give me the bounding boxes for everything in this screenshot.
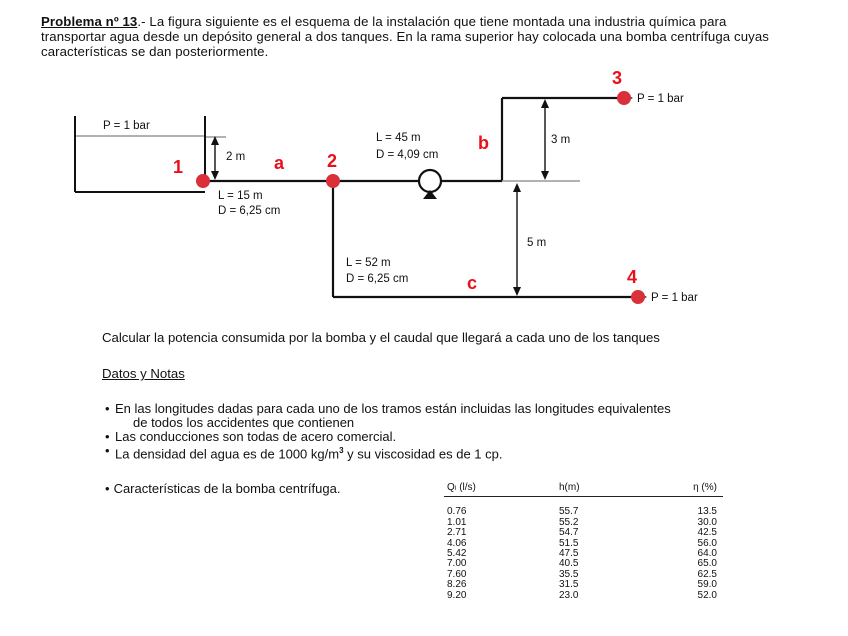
height-2m-label: 2 m [226,151,246,163]
header-head: h(m) [557,483,671,497]
arrowhead [541,99,549,108]
branch-b-label: b [478,133,489,153]
branch-a-label: a [274,153,285,173]
note-item: • Las conducciones son todas de acero comercial. [105,430,795,444]
cell-flow: 9.20 [447,589,467,601]
notes-list [105,402,795,461]
height-3m-label: 3 m [551,134,571,146]
cell-head: 35.5 [559,568,579,580]
table-row [444,497,723,518]
note-text: Características de la bomba centrífuga. [113,481,341,496]
cell-efficiency: 30.0 [697,516,717,528]
problem-intro: .- La figura siguiente es el esquema de la instalación que tiene montada una industria química para transportar agua desde un depósito general a dos tanques. En la rama superior hay colocada una bomba centrífuga cuyas características se dan posteriormente. [41,14,769,59]
cell-flow: 7.60 [447,568,467,580]
cell-efficiency: 13.5 [697,506,717,518]
arrowhead [513,183,521,192]
cell-efficiency: 59.0 [697,579,717,591]
pipe-c-diameter: D = 6,25 cm [346,273,409,285]
cell-flow: 4.06 [447,537,467,549]
point-1-label: 1 [173,157,184,177]
height-5m-label: 5 m [527,237,547,249]
pipe-c-length: L = 52 m [346,257,391,269]
tank-pressure-label: P = 1 bar [103,120,150,132]
table-row [444,549,723,559]
point-4-marker [631,290,645,304]
cell-flow: 7.00 [447,558,467,570]
pipe-b-diameter: D = 4,09 cm [376,149,439,161]
note-item [105,444,795,461]
point-2-label: 2 [327,151,338,171]
cell-efficiency: 64.0 [697,548,717,560]
cell-head: 51.5 [559,537,579,549]
table-row [444,570,723,580]
table-header-row [444,483,723,497]
cell-head: 47.5 [559,548,579,560]
notes-title: Datos y Notas [102,366,185,381]
problem-statement [41,14,781,59]
pump-icon [419,170,441,199]
point-3-label: 3 [612,68,623,88]
cell-efficiency: 65.0 [697,558,717,570]
cell-efficiency: 62.5 [697,568,717,580]
cell-flow: 1.01 [447,516,467,528]
arrowhead [541,171,549,180]
question-text: Calcular la potencia consumida por la bomba y el caudal que llegará a cada uno de los tanques [102,330,660,345]
cell-head: 23.0 [559,589,579,601]
cell-head: 54.7 [559,527,579,539]
cell-head: 55.2 [559,516,579,528]
table-row [444,559,723,569]
point-4-label: 4 [627,267,638,287]
arrowhead [513,287,521,296]
table-row [444,518,723,528]
point-3-marker [617,91,631,105]
note-text: La densidad del agua es de 1000 kg/m [115,446,340,462]
cell-flow: 5.42 [447,548,467,560]
table-row [444,591,723,601]
table-row [444,539,723,549]
outlet-4-pressure: P = 1 bar [651,292,698,304]
point-1-marker [196,174,210,188]
pump-characteristics-note: • Características de la bomba centrífuga. [105,481,341,496]
note-item [105,402,795,430]
note-text: y su viscosidad es de 1 cp. [343,446,503,462]
pump-table [444,483,723,601]
cell-efficiency: 56.0 [697,537,717,549]
cell-efficiency: 42.5 [697,527,717,539]
header-efficiency: η (%) [671,483,723,497]
cell-head: 55.7 [559,506,579,518]
note-text: • En las longitudes dadas para cada uno de los tramos están incluidas las longitudes equivalentes [115,401,671,416]
pipe-b-length: L = 45 m [376,132,421,144]
pipes [205,98,638,297]
cell-head: 31.5 [559,579,579,591]
branch-c-label: c [467,273,478,293]
cell-flow: 2.71 [447,527,467,539]
note-text: de todos los accidentes que contienen [133,415,355,430]
cell-flow: 8.26 [447,579,467,591]
table-row [444,580,723,590]
arrowhead [211,171,219,180]
note-superscript: 3 [339,446,344,455]
pipe-a-length: L = 15 m [218,190,263,202]
cell-flow: 0.76 [447,506,467,518]
cell-head: 40.5 [559,558,579,570]
pipe-a-diameter: D = 6,25 cm [218,205,281,217]
point-2-marker [326,174,340,188]
outlet-3-pressure: P = 1 bar [637,93,684,105]
cell-efficiency: 52.0 [697,589,717,601]
installation-diagram [0,60,848,320]
header-flow: Qₗ (l/s) [444,483,557,497]
table-row [444,528,723,538]
problem-label: Problema nº 13 [41,14,138,29]
